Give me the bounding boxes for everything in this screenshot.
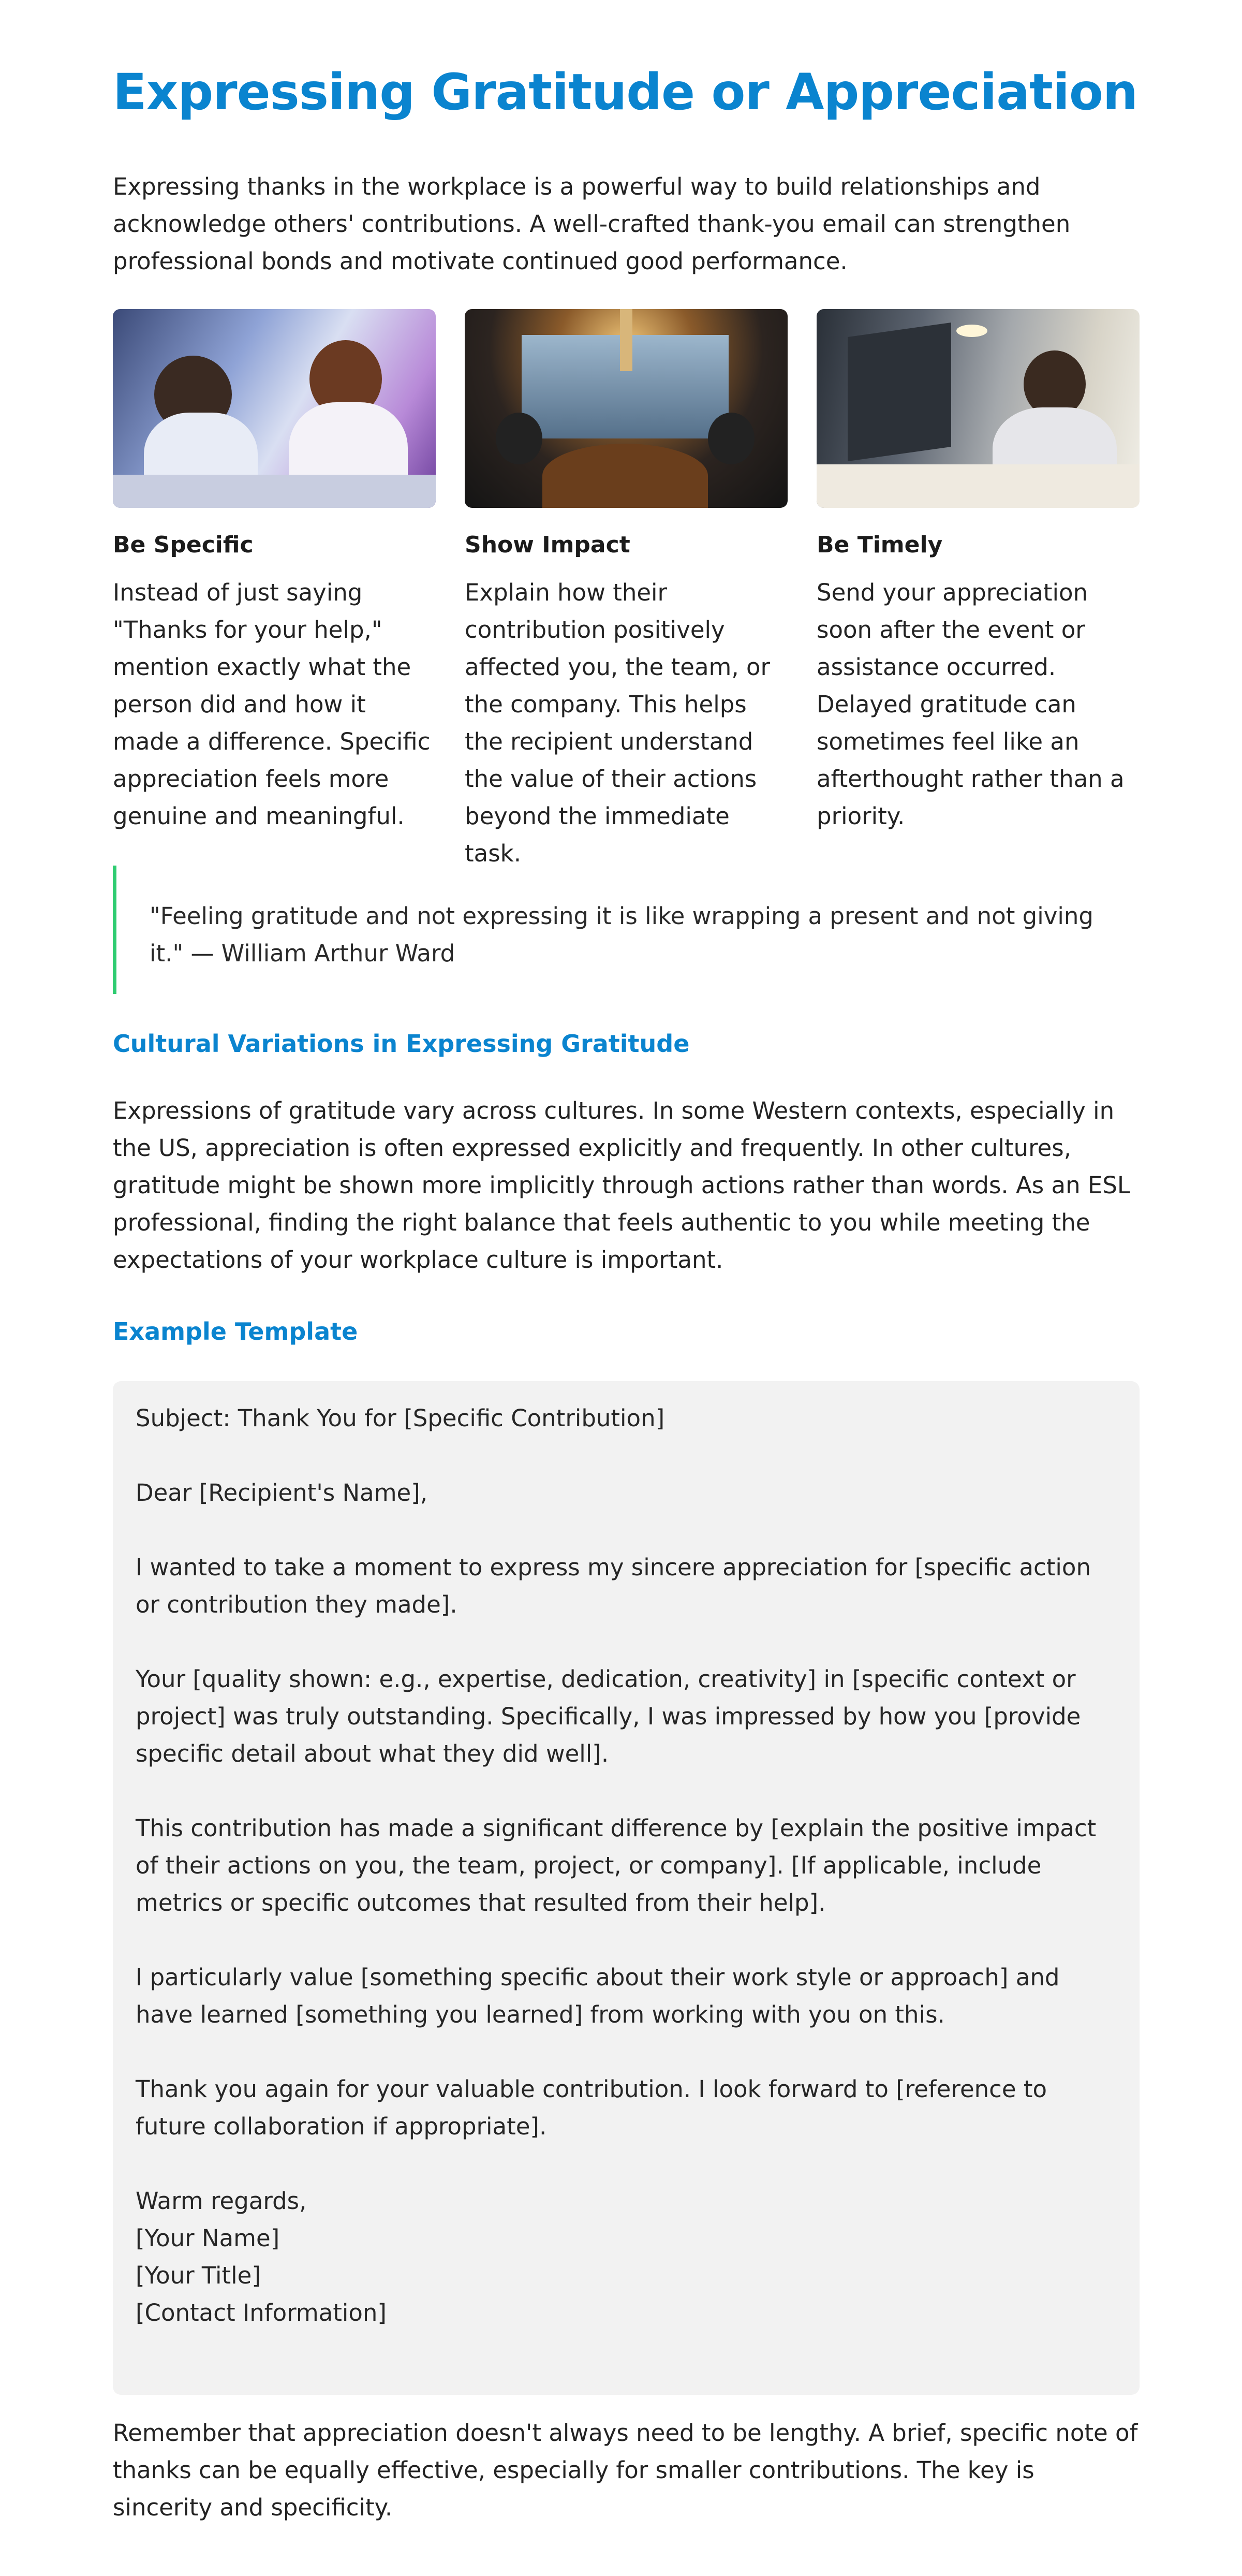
card-text: Explain how their contribution positively affected you, the team, or the company. This helps the recipient understand the value of their actions beyond the immediate task. — [465, 579, 771, 867]
tip-card-specific — [113, 309, 436, 835]
card-title: Be Timely — [817, 532, 943, 558]
cultural-paragraph: Expressions of gratitude vary across cultures. In some Western contexts, especially in the US, appreciation is often expressed explicitly and frequently. In other cultures, gratitude might be shown more implicitly through actions rather than words. As an ESL professional, finding the right balance that feels authentic to you while meeting the expectations of your workplace culture is important. — [113, 1097, 1131, 1274]
template-heading: Example Template — [113, 1318, 358, 1345]
tip-card-timely — [817, 309, 1140, 835]
card-text: Send your appreciation soon after the event or assistance occurred. Delayed gratitude can sometimes feel like an afterthought rather than a priority. — [817, 579, 1125, 830]
page-title: Expressing Gratitude or Appreciation — [113, 63, 1138, 121]
email-template-box — [113, 1381, 1140, 2395]
man-writing-at-desk-photo — [817, 309, 1140, 508]
template-title: [Your Title] — [136, 2262, 261, 2289]
card-title: Be Specific — [113, 532, 254, 558]
tip-card-impact — [465, 309, 788, 872]
card-title: Show Impact — [465, 532, 630, 558]
cultural-heading: Cultural Variations in Expressing Gratitude — [113, 1030, 690, 1058]
intro-paragraph: Expressing thanks in the workplace is a powerful way to build relationships and acknowledge others' contributions. A well-crafted thank-you email can strengthen professional bonds and motivate continued good performance. — [113, 173, 1071, 275]
closing-paragraph: Remember that appreciation doesn't always need to be lengthy. A brief, specific note of thanks can be equally effective, especially for smaller contributions. The key is sincerity and specificity. — [113, 2419, 1138, 2521]
template-paragraph: Thank you again for your valuable contribution. I look forward to [reference to future collaboration if appropriate]. — [136, 2075, 1055, 2140]
template-paragraph: I wanted to take a moment to express my sincere appreciation for [specific action or contribution they made]. — [136, 1554, 1099, 1618]
template-contact: [Contact Information] — [136, 2299, 387, 2326]
template-paragraph: Your [quality shown: e.g., expertise, dedication, creativity] in [specific context or project] was truly outstanding. Specifically, I was impressed by how you [provide specific detail about what they did well]. — [136, 1665, 1088, 1767]
card-text: Instead of just saying "Thanks for your help," mention exactly what the person did and how it made a difference. Specific appreciation feels more genuine and meaningful. — [113, 579, 431, 830]
template-paragraph: I particularly value [something specific about their work style or approach] and have learned [something you learned] from working with you on this. — [136, 1964, 1067, 2028]
template-greeting: Dear [Recipient's Name], — [136, 1479, 428, 1506]
gratitude-quote: "Feeling gratitude and not expressing it is like wrapping a present and not giving it." — William Arthur Ward — [113, 866, 1140, 994]
template-subject: Subject: Thank You for [Specific Contribution] — [136, 1404, 665, 1432]
template-paragraph: This contribution has made a significant difference by [explain the positive impact of their actions on you, the team, project, or company]. [If applicable, include metrics or specific outcomes that resulted from their help]. — [136, 1814, 1104, 1916]
team-celebrating-photo — [465, 309, 788, 508]
two-colleagues-talking-photo — [113, 309, 436, 508]
tips-cards — [113, 309, 1140, 867]
template-signoff: Warm regards, — [136, 2187, 307, 2215]
template-name: [Your Name] — [136, 2224, 280, 2252]
